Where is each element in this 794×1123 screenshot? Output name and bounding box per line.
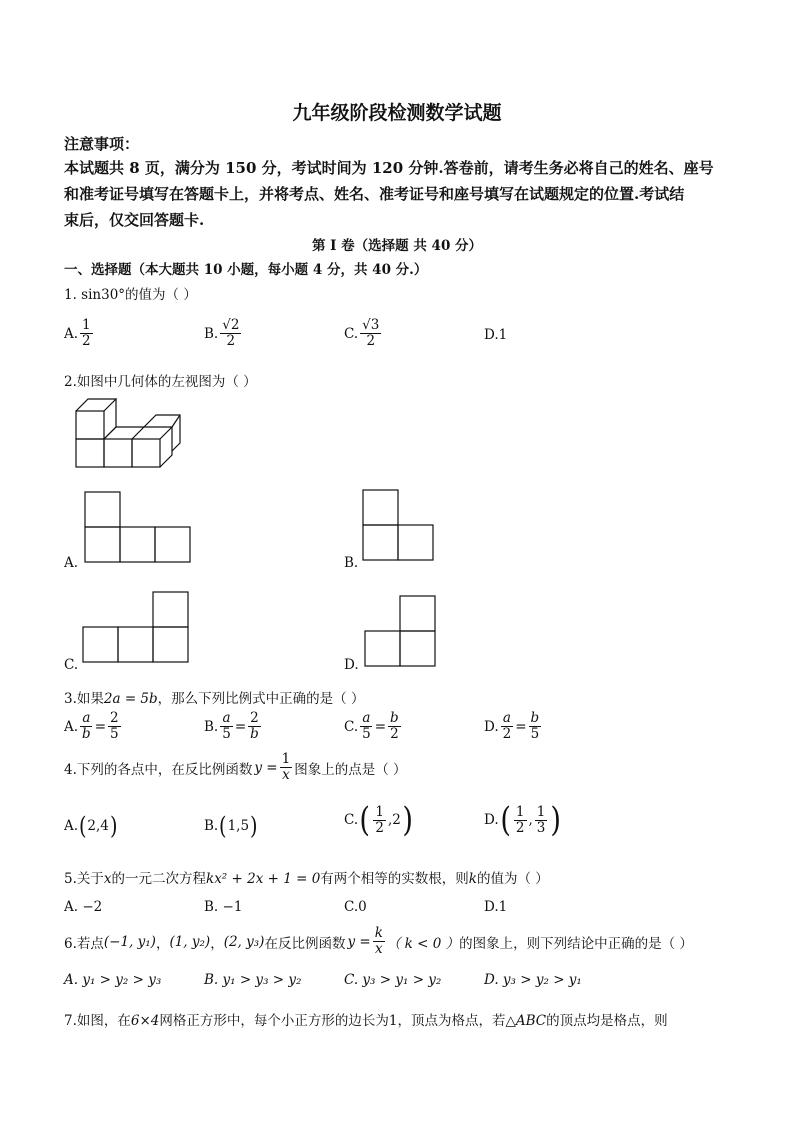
q6-option-c[interactable]: C. y₃ > y₁ > y₂ [344,972,442,988]
q5-stem: 5.关于x的一元二次方程kx² + 2x + 1 = 0有两个相等的实数根，则k的值为（ ） [64,871,549,887]
notes-line-1: 本试题共 8 页，满分为 150 分，考试时间为 120 分钟.答卷前，请考生务必将自己的姓名、座号 [64,159,714,177]
page-title: 九年级阶段检测数学试题 [292,102,502,124]
q1-option-d[interactable]: D.1 [484,327,508,343]
view-square [363,490,398,525]
q4-option-a[interactable]: A. ( 2,4 ) [64,812,118,840]
fraction: $\frac{√2}{2}$ [222,317,240,349]
q5-option-c[interactable]: C.0 [344,899,367,915]
notes-line-3: 束后，仅交回答题卡. [64,211,205,229]
view-a [80,488,196,568]
q2-option-c[interactable]: C. [64,657,79,673]
q1-option-b[interactable]: B. $\frac{√2}{2}$ [204,317,240,349]
q6-option-d[interactable]: D. y₃ > y₂ > y₁ [484,972,582,988]
view-square [153,592,188,627]
q2-option-d[interactable]: D. [344,657,359,673]
view-square [118,627,153,662]
view-square [398,525,433,560]
q7-stem: 7.如图，在6×4网格正方形中，每个小正方形的边长为1，顶点为格点，若△ABC的顶点均是格点，则 [64,1013,668,1029]
view-square [400,596,435,631]
q4-stem: 4.下列的各点中，在反比例函数 y = $\frac{1}{x}$ 图象上的点是（ ） [64,751,407,783]
cube-face [104,439,132,467]
cube-face [76,439,104,467]
q3-option-d[interactable]: D. $\frac{a}{2}$ = $\frac{b}{5}$ [484,710,540,742]
q4-option-b[interactable]: B. ( 1,5 ) [204,812,258,840]
view-square [365,631,400,666]
q4-option-c[interactable]: C. ( $\frac{1}{2}$ ,2 ) [344,800,413,840]
fraction: $\frac{√3}{2}$ [362,317,380,349]
view-square [120,527,155,562]
view-d [360,592,442,672]
q5-option-d[interactable]: D.1 [484,899,508,915]
q4-option-d[interactable]: D. ( $\frac{1}{2}$ , $\frac{1}{3}$ ) [484,800,562,840]
q2-option-b[interactable]: B. [344,555,359,571]
q1-stem: 1. sin30°的值为（ ） [64,287,197,303]
q1-option-c[interactable]: C. $\frac{√3}{2}$ [344,317,380,349]
notes-heading: 注意事项： [64,135,140,153]
view-square [363,525,398,560]
cube-face [76,411,104,439]
view-b [358,486,440,568]
q3-option-b[interactable]: B. $\frac{a}{5}$ = $\frac{2}{b}$ [204,710,259,742]
q5-option-a[interactable]: A. −2 [64,899,103,915]
view-square [400,631,435,666]
q3-option-a[interactable]: A. $\frac{a}{b}$ = $\frac{2}{5}$ [64,710,119,742]
cube-edge [132,427,144,439]
q2-option-a[interactable]: A. [64,555,79,571]
q1-option-a[interactable]: A. $\frac{1}{2}$ [64,317,91,349]
view-square [83,627,118,662]
view-square [153,627,188,662]
notes-line-2: 和准考证号填写在答题卡上，并将考点、姓名、准考证号和座号填写在试题规定的位置.考试结 [64,185,685,203]
q6-option-a[interactable]: A. y₁ > y₂ > y₃ [64,972,162,988]
view-square [85,527,120,562]
cube-edge [76,399,116,411]
q5-option-b[interactable]: B. −1 [204,899,243,915]
solid-figure [64,393,186,471]
q3-stem: 3.如果2a = 5b，那么下列比例式中正确的是（ ） [64,691,365,707]
section1-heading: 一、选择题（本大题共 10 小题，每小题 4 分，共 40 分.） [64,262,428,278]
q6-option-b[interactable]: B. y₁ > y₃ > y₂ [204,972,302,988]
fraction: $\frac{1}{2}$ [82,317,91,349]
cube-edge [144,415,180,451]
q3-option-c[interactable]: C. $\frac{a}{5}$ = $\frac{b}{2}$ [344,710,399,742]
part1-heading: 第 I 卷（选择题 共 40 分） [311,238,483,254]
view-c [78,588,194,668]
view-square [85,492,120,527]
cube-edge [172,415,180,427]
q2-stem: 2.如图中几何体的左视图为（ ） [64,374,257,390]
view-square [155,527,190,562]
cube-face [132,439,160,467]
q6-stem: 6.若点 (−1, y₁) ， (1, y₂) ， (2, y₃) 在反比例函数 y = $\frac{k}{x}$ （ k < 0 ） 的图象上，则下列结论中正确的是（ ） [64,925,693,957]
